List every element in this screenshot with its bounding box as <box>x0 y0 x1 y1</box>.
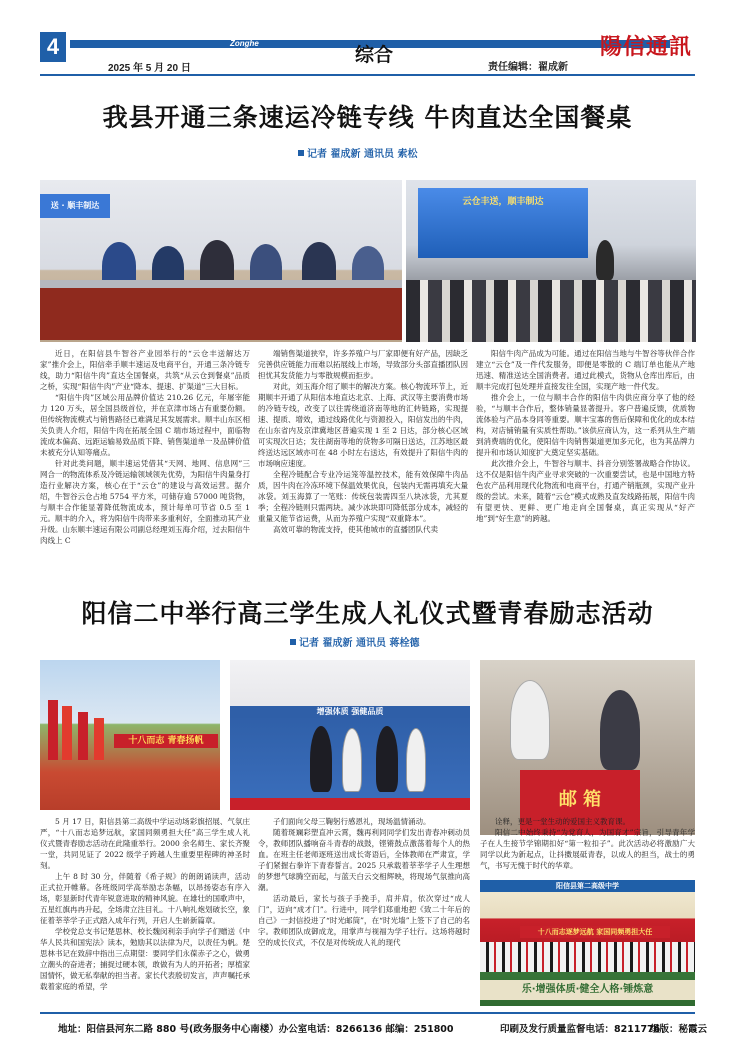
school-banner: 阳信县第二高级中学 <box>480 880 695 892</box>
footer-layout: 组版：秘霞云 <box>650 1024 708 1035</box>
article1-paragraph: 对此，刘玉海介绍了顺丰的解决方案。核心物流环节上，近期顺丰开通了从阳信本地直达北京、上海、武汉等主要消费市场的冷链专线，改变了以往需绕道济南等地的汇转链路，实现提速、提质、增效，通过线路优化与资源投入，阳信发出的牛肉，在山东省内及京津冀地区普遍实现 1 至 2 日达，部分核心区域可实现次日达；发往湖南等地的货物多可隔日送达，江苏地区最终送达远区域亦可在 48 小时左右送达，有效提升了阳信牛肉的市场响应速度。 <box>258 382 468 468</box>
article1-paragraph: 阳信牛肉产品成为可能。通过在阳信当地与牛智谷等伙伴合作建立“云仓”及一件代发服务，即便是零散的 C 端订单也能从产地迅速、精准送达全国消费者。通过此模式，货物从仓库出库后，由顺丰完成打包处理并直接发往全国，实现产地一件代发。 <box>476 349 695 391</box>
article2-byline-text: 记者 翟成新 通讯员 蒋栓德 <box>299 638 420 649</box>
table-edge <box>40 280 402 288</box>
stage-screen: 送 · 顺丰制达 <box>40 194 110 218</box>
section-title: 综合 <box>355 44 394 66</box>
article1-column-3 <box>476 348 695 584</box>
speaker-figure <box>596 240 614 280</box>
stage-banner: 增强体质 强健品质 <box>230 706 470 718</box>
article2-photo-parade <box>40 660 220 810</box>
article2-column-1 <box>40 816 250 1006</box>
article2-photo-stage <box>230 660 470 810</box>
article2-paragraph: 上午 8 时 30 分，伴随着《希子规》的朗朗诵读声，活动正式拉开帷幕。各班级同学高举励志条幅，以昂扬姿态有序入场，彰显新时代青年锐意进取的精神风貌。在雄壮的国歌声中，五星红旗冉冉升起，全场肃立注目礼。十八响礼炮划破长空，象征着莘莘学子正式踏入成年行列，开启人生崭新篇章。 <box>40 872 250 925</box>
article1-paragraph: 端销售渠道狭窄，许多养殖户与厂家即便有好产品，因缺乏完善供应链能力而难以拓展线上市场，导致部分头部直播团队因担忧其发货能力与零散规模而拒步。 <box>258 349 468 380</box>
editor-credit: 责任编辑：翟成新 <box>488 62 568 73</box>
flag <box>78 712 88 760</box>
article1-title: 我县开通三条速运冷链专线 牛肉直达全国餐桌 <box>102 103 633 132</box>
article1-byline-text: 记者 翟成新 通讯员 索松 <box>307 149 418 160</box>
article1-byline <box>298 145 417 160</box>
leader-figure <box>310 726 332 792</box>
page-footer <box>40 1012 708 1040</box>
article2-byline <box>290 634 419 649</box>
header-rule <box>40 74 695 76</box>
student-figure <box>342 728 362 792</box>
article1-paragraph: 针对此类问题，顺丰速运凭借其“天网、地网、信息网”三网合一的物流体系及冷链运输领域领先优势，为阳信牛肉量身打造行业解决方案，核心在于“云仓”的建设与高效运营。据介绍，牛智谷云仓占地 5754 平方米，可储存逾 57000 吨货物，与顺丰合作能显著降低物流成本，预计每单可节省 0.5 至 1 元。顺丰的介入，将为阳信牛肉带来多重利好，全面推动其产业升级。山东顺丰速运有限公司副总经理刘玉海介绍，过去阳信牛肉线上 C <box>40 459 250 545</box>
time-mailbox: 邮 箱 <box>520 770 640 835</box>
article2-paragraph: 阳信二中始终秉持“为党育人，为国育才”宗旨，引导青年学子在人生接节学锦期扣好“第一粒扣子”。此次活动必将激励广大同学以此为新起点，让抖擞展砥青春，以成人的担当，战士的勇气，书写无愧于时代的华章。 <box>480 828 695 870</box>
masthead-logo: 陽信通訊 <box>600 34 693 60</box>
article2-paragraph: 活动最后，家长与孩子手挽手，肩并肩，依次穿过“成人门”，迈向“成才门”。行进中，同学们郑重地把《致二十年后的自己》一封信投进了“时光邮筒”，在“时光墙”上签下了自己的名字。教师团队成御成龙，用掌声与视福为学子壮行。这场将越时空的成长仪式，不仅是对传统成人礼的现代 <box>258 894 470 947</box>
article2-paragraph: 诠释，更是一堂生动的爱国主义教育课。 <box>495 817 630 826</box>
section-english: Zonghe <box>230 39 259 48</box>
article1-paragraph: 近日，在阳信县牛智谷产业园举行的“云仓丰送解达万家”推介会上，阳信牵手顺丰速运及电商平台，开通三条冷链专线，助力“阳信牛肉”直达全国餐桌，共筑“从云仓到餐桌”品质之桥，实现“阳信牛肉”产业“降本、提速、扩渠道”三大目标。 <box>40 349 250 391</box>
article2-paragraph: 随着斑斓彩塑直冲云霄，魏再利同同学们发出青春冲刺动员令，教师团队播响奋斗青春的战鼓，铿锵鼓点激荡着每个人的热血。在班主任老师逐班送出成长寄语后，全体教师在严肃宣，学子们紧握右拳许下青春誓言。2025 只承载着莘莘学子人生理想的梦想气球腾空而起，与蓝天白云交相辉映，将现场气氛推向高潮。 <box>258 828 470 892</box>
stage-edge <box>230 798 470 810</box>
page-number: 4 <box>40 32 66 62</box>
article2-paragraph: 学校党总支书记楚思林、校长魏闵利亲手向学子们赠送《中华人民共和国宪法》读本，勉励其以法律为尺，以责任为帆。楚思林书记在致辞中指出三点期望：要同学们永葆赤子之心，做勇立潮头的奋进者；捕捉过硬本领，敢做有为人的开拓者；厚植家国情怀，做无私奉献的担当者。家长代表殷切发言，声声嘱托承载着家庭的希望，学 <box>40 927 250 991</box>
article1-paragraph: 高效可靠的物流支持，使其他城市的直播团队代卖 <box>273 525 438 534</box>
article1-paragraph: 全程冷链配合专业冷运笼等温控技术，能有效保障牛肉品质，因牛肉在冷冻环境下保温效果优良，包装内无需再填充大量冰袋。刘玉海算了一笔账：传统包装需四至八块冰袋，尤其夏季；全程冷链则只需两块。减少冰块即可降低部分成本，减轻的重量又能节省运费，从而为养殖户实现“双重降本”。 <box>258 470 468 523</box>
footer-address: 地址：阳信县河东二路 880 号(政务服务中心南楼）办公室电话：8266136 邮编：251800 <box>58 1024 454 1035</box>
presentation-screen <box>418 188 588 258</box>
audience-rows <box>406 280 696 342</box>
flag <box>48 700 58 760</box>
article2-photo-graduates <box>480 880 695 1006</box>
issue-date: 2025 年 5 月 20 日 <box>108 63 191 74</box>
flag <box>94 718 104 760</box>
article2-photo-mailbox <box>480 660 695 835</box>
footer-printer: 印刷及发行质量监督电话：8211776 <box>500 1024 661 1035</box>
article1-photo-meeting <box>40 180 402 342</box>
graduation-banner: 十八而志逐梦远航 家国同频勇担大任 <box>520 926 670 938</box>
article2-title: 阳信二中举行高三学生成人礼仪式暨青春励志活动 <box>81 599 654 628</box>
article1-column-2 <box>258 348 468 584</box>
article1-paragraph: 推介会上，一位与顺丰合作的阳信牛肉供应商分享了他的经验，“与顺丰合作后，整体销量显著提升。客户普遍反馈，优质物流体验与产品本身同等重要。顺丰宝寡的售后保障和优化的成本结构，对店铺销量有实质性帮助。”该供应商认为，这一系列从生产端到消费端的优化，使阳信牛肉销售渠道更加多元化，也为其品牌力提升和市场认知度扩大奠定坚实基础。 <box>476 393 695 457</box>
article2-paragraph: 5 月 17 日，阳信县第二高级中学运动场彩旗招展、气氛庄严，“十八而志追梦远航，家国同频勇担大任”高三学生成人礼仪式暨青春励志活动在此隆重举行。2000 余名师生、家长齐聚一堂，共同见证了 2022 级学子跨越人生重要里程碑的神圣时刻。 <box>40 817 250 870</box>
students-row <box>480 942 695 972</box>
student-figure <box>406 728 426 792</box>
student-figure <box>600 690 640 770</box>
leader-figure <box>376 726 398 792</box>
student-figure <box>510 680 550 760</box>
article1-column-1 <box>40 348 250 584</box>
article1-photo-hall <box>406 180 696 342</box>
page-header <box>0 0 735 76</box>
parade-banner: 十八而志 青春扬帆 <box>114 734 218 748</box>
slogan-banner: 乐·增强体质·健全人格·锤炼意 <box>480 980 695 1000</box>
article1-paragraph: “阳信牛肉”区域公用品牌价值达 210.26 亿元，年屠宰能力 120 万头，居全国县级首位，并在京津市场占有重要份额。但传统物流模式与销售路径已难满足其发展需求。顺丰山东区相关负责人介绍，阳信牛肉在拓展全国 C 端市场过程中，面临物流成本偏高、远距运输易致品质下降、销售渠道单一及品牌价值未被充分认知等痛点。 <box>40 393 250 457</box>
article2-column-3 <box>480 816 695 876</box>
article1-paragraph: 此次推介会上，牛智谷与顺丰、抖音分别签署战略合作协议。这不仅是阳信牛肉产业寻求突破的一次重要尝试，也是中国地方特色农产品利用现代化物流和电商平台，打通产销瓶颈，实现产业升级的尝试。未来，随着“云仓”模式成熟及直发线路拓展，阳信牛肉有望更快、更鲜、更广地走向全国餐桌，真正实现从“好产地”到“好生意”的跨越。 <box>476 459 695 523</box>
flag <box>62 706 72 760</box>
article2-paragraph: 子们面向父母三鞠躬行感恩礼，现场温情涌动。 <box>273 817 431 826</box>
article2-column-2 <box>258 816 470 1006</box>
presentation-screen-title: 云仓丰送，顺丰制达 <box>462 197 544 207</box>
conference-table <box>40 280 402 340</box>
